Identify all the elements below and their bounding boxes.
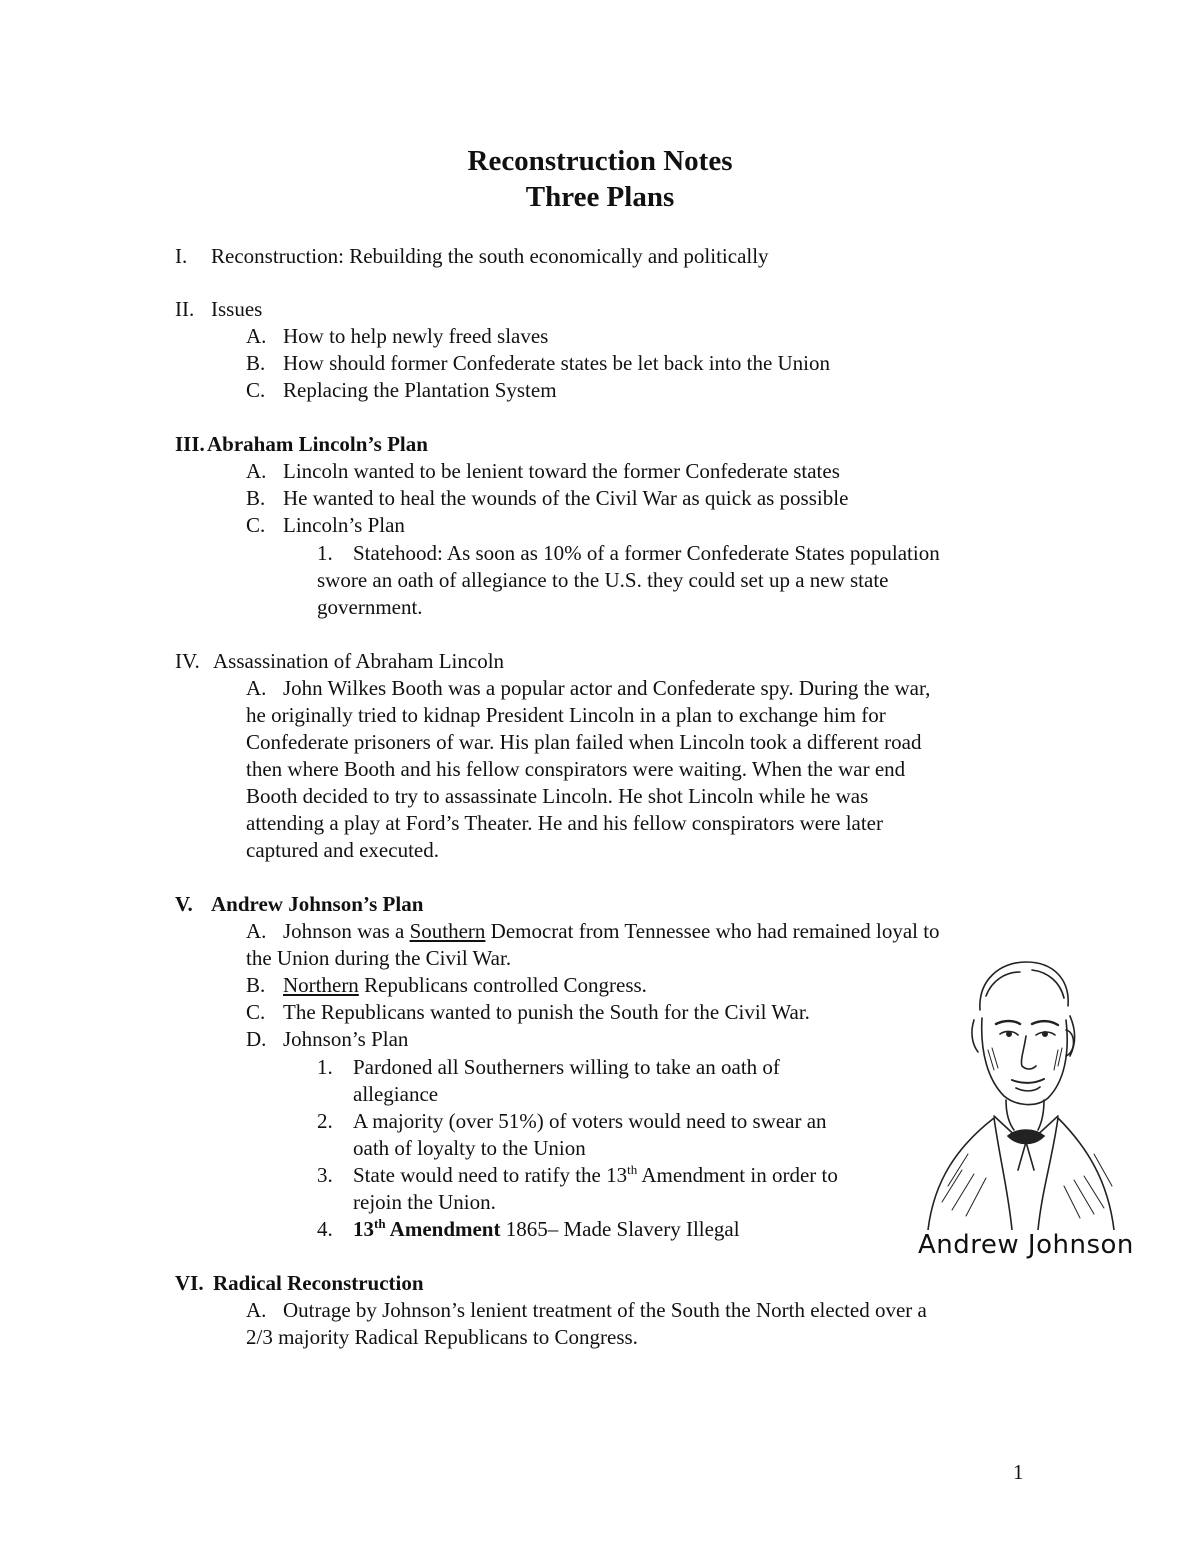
section-6-heading: Radical Reconstruction bbox=[213, 1271, 424, 1295]
andrew-johnson-portrait bbox=[908, 940, 1134, 1230]
section-5-heading: Andrew Johnson’s Plan bbox=[211, 892, 424, 916]
title-line-2: Three Plans bbox=[525, 181, 675, 213]
section-5-item-b bbox=[283, 972, 647, 999]
sub-3-text-pre: State would need to ratify the 13 bbox=[353, 1163, 628, 1187]
section-3-item-b-mark: B. bbox=[246, 486, 266, 510]
section-2-item-c: Replacing the Plantation System bbox=[283, 378, 557, 402]
section-3-sub-1-line-2: swore an oath of allegiance to the U.S. they could set up a new state bbox=[317, 568, 889, 592]
section-5-item-a-line-1 bbox=[283, 918, 940, 945]
section-5-item-d-mark: D. bbox=[246, 1027, 267, 1051]
section-5-item-d: Johnson’s Plan bbox=[283, 1027, 409, 1051]
section-3-item-b: He wanted to heal the wounds of the Civil War as quick as possible bbox=[283, 486, 849, 510]
section-2-item-b-mark: B. bbox=[246, 351, 266, 375]
section-3-sub-1-line-3: government. bbox=[317, 595, 423, 619]
sub-3-text-post: Amendment in order to bbox=[637, 1163, 838, 1187]
section-5-sub-1-line-1: Pardoned all Southerners willing to take an oath of bbox=[353, 1055, 780, 1079]
section-2-item-b: How should former Confederate states be let back into the Union bbox=[283, 351, 831, 375]
section-5-item-b-mark: B. bbox=[246, 973, 266, 997]
section-3-sub-1-line-1: Statehood: As soon as 10% of a former Confederate States population bbox=[353, 541, 940, 565]
title-line-1: Reconstruction Notes bbox=[467, 145, 733, 177]
section-4-paragraph-line: then where Booth and his fellow conspirators were waiting. When the war end bbox=[246, 757, 906, 781]
sub-3-superscript: th bbox=[627, 1162, 638, 1177]
section-5-sub-4 bbox=[353, 1216, 740, 1243]
section-4-paragraph-line: John Wilkes Booth was a popular actor and Confederate spy. During the war, bbox=[283, 676, 931, 700]
section-5-sub-3-mark: 3. bbox=[317, 1163, 333, 1187]
section-2-item-a-mark: A. bbox=[246, 324, 267, 348]
section-4-paragraph-line: he originally tried to kidnap President Lincoln in a plan to exchange him for bbox=[246, 703, 886, 727]
sub-4-bold-text: Amendment bbox=[385, 1217, 501, 1241]
section-6-item-a-line-1: Outrage by Johnson’s lenient treatment of the South the North elected over a bbox=[283, 1298, 927, 1322]
section-5-item-a-line-2: the Union during the Civil War. bbox=[246, 946, 512, 970]
item-b-text-post: Republicans controlled Congress. bbox=[358, 973, 647, 997]
section-3-item-a: Lincoln wanted to be lenient toward the former Confederate states bbox=[283, 459, 840, 483]
section-3-item-c: Lincoln’s Plan bbox=[283, 513, 405, 537]
item-a-text-pre: Johnson was a bbox=[283, 919, 410, 943]
section-5-item-c-mark: C. bbox=[246, 1000, 266, 1024]
section-5-item-a-mark: A. bbox=[246, 919, 267, 943]
section-4-item-a-mark: A. bbox=[246, 676, 267, 700]
section-4-paragraph-line: captured and executed. bbox=[246, 838, 439, 862]
northern-underlined: Northern bbox=[283, 973, 359, 997]
section-6-item-a-line-2: 2/3 majority Radical Republicans to Congress. bbox=[246, 1325, 638, 1349]
section-5-sub-1-line-2: allegiance bbox=[353, 1082, 439, 1106]
section-4-paragraph-line: attending a play at Ford’s Theater. He and his fellow conspirators were later bbox=[246, 811, 883, 835]
sub-4-bold-number: 13 bbox=[353, 1217, 374, 1241]
section-5-sub-2-line-1: A majority (over 51%) of voters would need to swear an bbox=[353, 1109, 827, 1133]
section-5-sub-3-line-2: rejoin the Union. bbox=[353, 1190, 496, 1214]
section-5-sub-3-line-1 bbox=[353, 1162, 838, 1189]
item-a-text-post: Democrat from Tennessee who had remained loyal to bbox=[485, 919, 940, 943]
section-4-paragraph-line: Confederate prisoners of war. His plan failed when Lincoln took a different road bbox=[246, 730, 922, 754]
portrait-caption: Andrew Johnson bbox=[918, 1230, 1134, 1260]
section-5-sub-2-mark: 2. bbox=[317, 1109, 333, 1133]
section-6-number: VI. bbox=[175, 1271, 204, 1295]
section-2-heading: Issues bbox=[211, 297, 263, 321]
section-4-number: IV. bbox=[175, 649, 200, 673]
sub-4-superscript: th bbox=[374, 1216, 386, 1231]
section-4-paragraph-line: Booth decided to try to assassinate Lincoln. He shot Lincoln while he was bbox=[246, 784, 869, 808]
section-5-sub-1-mark: 1. bbox=[317, 1055, 333, 1079]
section-3-item-a-mark: A. bbox=[246, 459, 267, 483]
section-3-number: III. bbox=[175, 432, 205, 456]
section-5-sub-2-line-2: oath of loyalty to the Union bbox=[353, 1136, 586, 1160]
section-2-item-c-mark: C. bbox=[246, 378, 266, 402]
sub-4-text-post: 1865– Made Slavery Illegal bbox=[500, 1217, 740, 1241]
section-5-item-c: The Republicans wanted to punish the South for the Civil War. bbox=[283, 1000, 810, 1024]
section-4-heading: Assassination of Abraham Lincoln bbox=[213, 649, 505, 673]
southern-underlined: Southern bbox=[409, 919, 486, 943]
section-1-text: Reconstruction: Rebuilding the south economically and politically bbox=[211, 244, 769, 268]
section-3-item-c-mark: C. bbox=[246, 513, 266, 537]
section-1-number: I. bbox=[175, 244, 188, 268]
section-2-item-a: How to help newly freed slaves bbox=[283, 324, 549, 348]
section-5-number: V. bbox=[175, 892, 193, 916]
page-number: 1 bbox=[1013, 1460, 1024, 1484]
section-3-sub-1-mark: 1. bbox=[317, 541, 333, 565]
section-5-sub-4-mark: 4. bbox=[317, 1217, 333, 1241]
section-2-number: II. bbox=[175, 297, 195, 321]
section-6-item-a-mark: A. bbox=[246, 1298, 267, 1322]
section-3-heading: Abraham Lincoln’s Plan bbox=[207, 432, 428, 456]
